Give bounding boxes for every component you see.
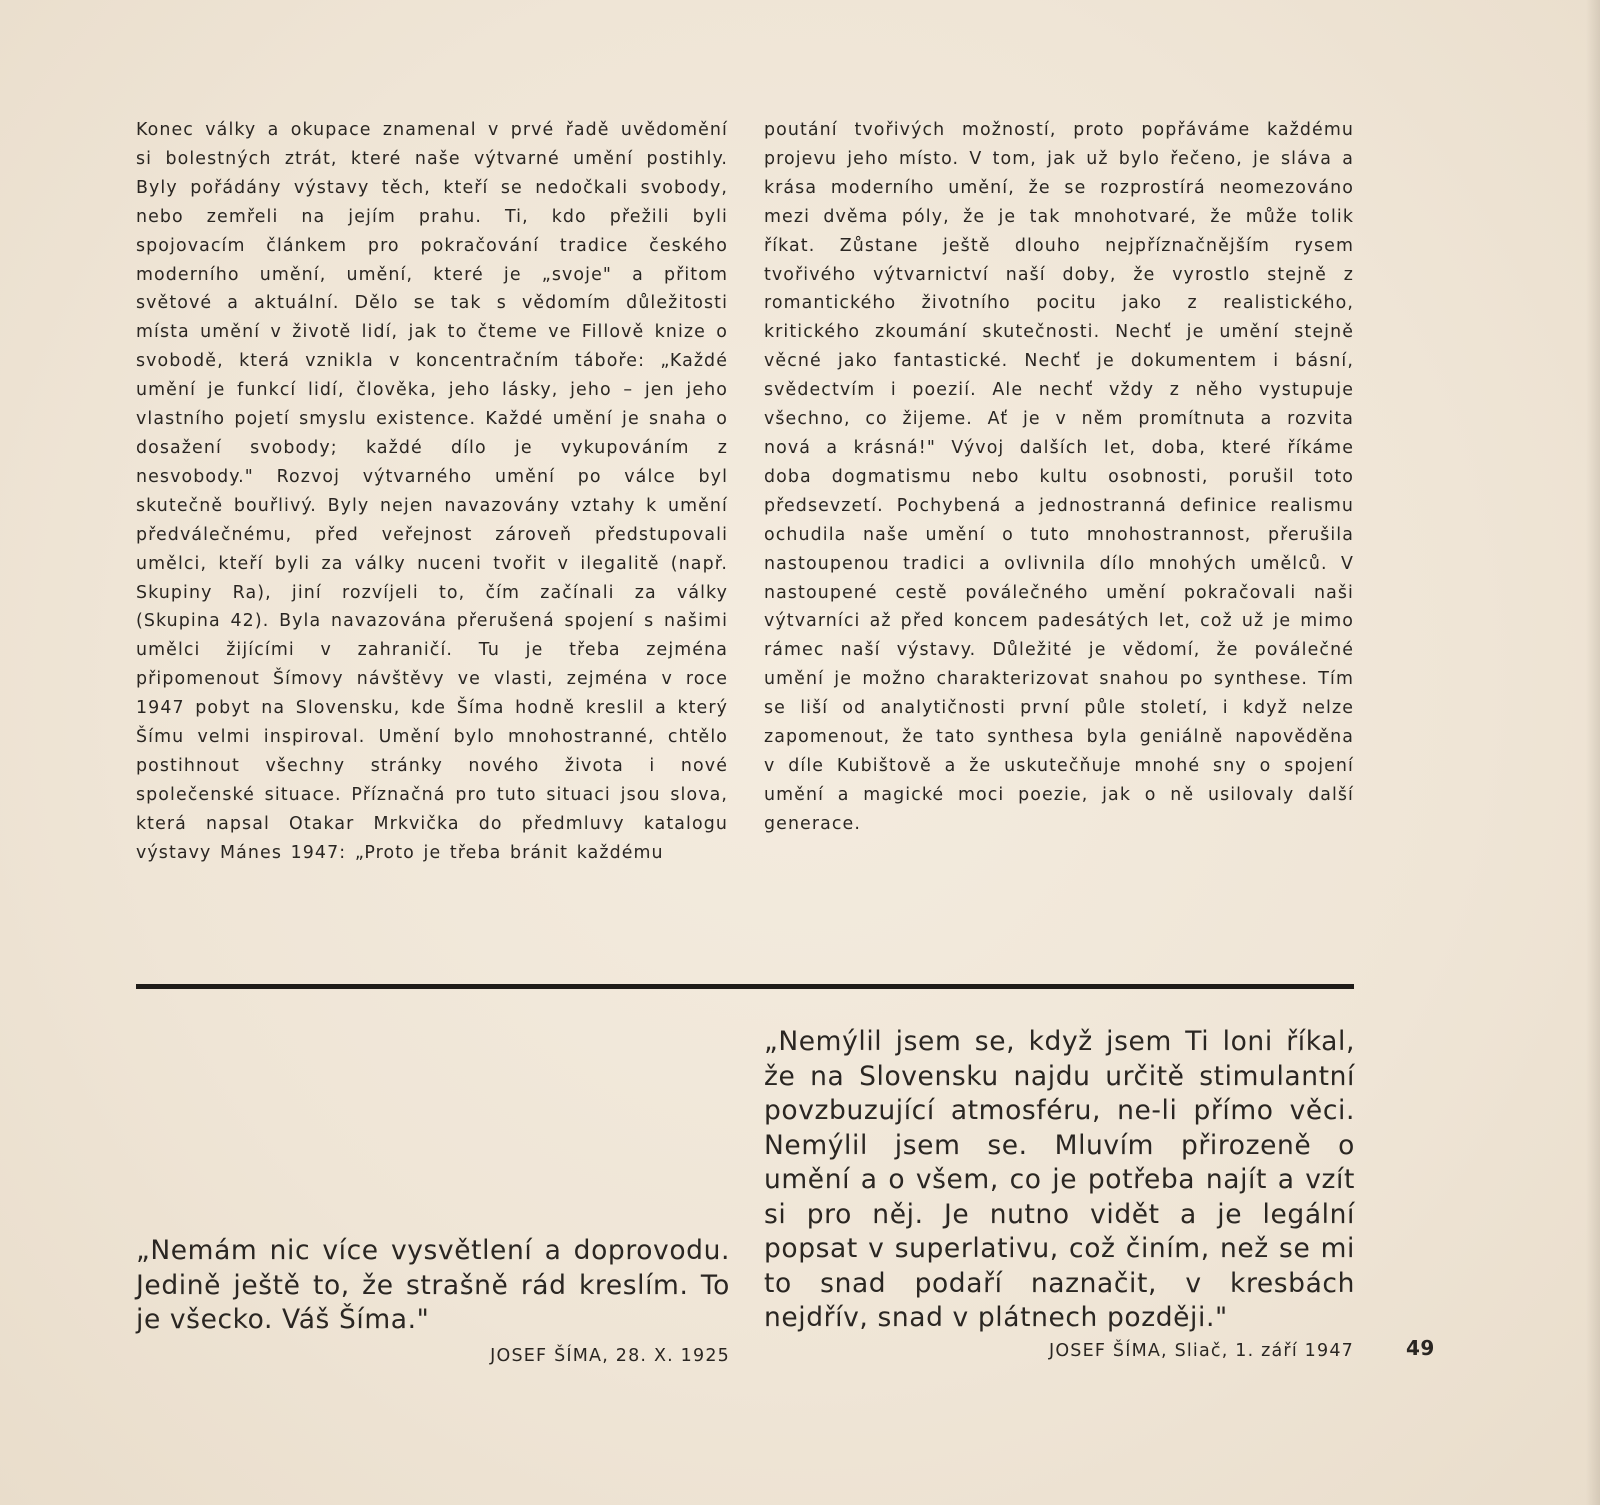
page-edge-shadow [1586, 0, 1600, 1505]
horizontal-divider [136, 984, 1354, 989]
quote-1947-signature: JOSEF ŠÍMA, Sliač, 1. září 1947 [1048, 1341, 1354, 1361]
page-number: 49 [1406, 1336, 1435, 1360]
quote-1947: „Nemýlil jsem se, když jsem Ti loni říkal, že na Slovensku najdu určitě stimulantní povzbuzující atmosféru, ne-li přímo věci. Nemýlil jsem se. Mluvím přirozeně o umění a o všem, co je potřeba najít a vzít si pro něj. Je nutno vidět a je legální popsat v superlativu, což činím, než se mi to snad podaří naznačit, v kresbách nejdřív, snad v plátnech později." [764, 1026, 1355, 1333]
quote-1925-signature: JOSEF ŠÍMA, 28. X. 1925 [490, 1346, 730, 1366]
body-text-right-column: poutání tvořivých možností, proto popřáváme každému projevu jeho místo. V tom, jak už bylo řečeno, je sláva a krása moderního umění, že se rozprostírá neomezováno mezi dvěma póly, že je tak mnohotvaré, že může tolik říkat. Zůstane ještě dlouho nejpříznačnějším rysem tvořivého výtvarnictví naší doby, že vyrostlo stejně z romantického životního pocitu jako z realistického, kritického zkoumání skutečnosti. Nechť je umění stejně věcné jako fantastické. Nechť je dokumentem i básní, svědectvím i poezií. Ale nechť vždy z něho vystupuje všechno, co žijeme. Ať je v něm promítnuta a rozvita nová a krásná!" Vývoj dalších let, doba, které říkáme doba dogmatismu nebo kultu osobnosti, porušil toto předsevzetí. Pochybená a jednostranná definice realismu ochudila naše umění o tuto mnohostrannost, přerušila nastoupenou tradici a ovlivnila dílo mnohých umělců. V nastoupené cestě poválečného umění pokračovali naši výtvarníci až před koncem padesátých let, což už je mimo rámec naší výstavy. Důležité je vědomí, že poválečné umění je možno charakterizovat snahou po synthese. Tím se liší od analytičnosti první půle století, i když nelze zapomenout, že tato synthesa byla geniálně napověděna v díle Kubištově a že uskutečňuje mnohé sny o spojení umění a magické moci poezie, jak o ně usilovaly další generace. [764, 120, 1354, 834]
body-text-left-column: Konec války a okupace znamenal v prvé řadě uvědomění si bolestných ztrát, které naše výtvarné umění postihly. Byly pořádány výstavy těch, kteří se nedočkali svobody, nebo zemřeli na jejím prahu. Ti, kdo přežili byli spojovacím článkem pro pokračování tradice českého moderního umění, umění, které je „svoje" a přitom světové a aktuální. Dělo se tak s vědomím důležitosti místa umění v životě lidí, jak to čteme ve Fillově knize o svobodě, která vznikla v koncentračním táboře: „Každé umění je funkcí lidí, člověka, jeho lásky, jeho – jen jeho vlastního pojetí smyslu existence. Každé umění je snaha o dosažení svobody; každé dílo je vykupováním z nesvobody." Rozvoj výtvarného umění po válce byl skutečně bouřlivý. Byly nejen navazovány vztahy k umění předválečnému, před veřejnost zároveň předstupovali umělci, kteří byli za války nuceni tvořit v ilegalitě (např. Skupiny Ra), jiní rozvíjeli to, čím začínali za války (Skupina 42). Byla navazována přerušená spojení s našimi umělci žijícími v zahraničí. Tu je třeba zejména připomenout Šímovy návštěvy ve vlasti, zejména v roce 1947 pobyt na Slovensku, kde Šíma hodně kreslil a který Šímu velmi inspiroval. Umění bylo mnohostranné, chtělo postihnout všechny stránky nového života i nové společenské situace. Příznačná pro tuto situaci jsou slova, která napsal Otakar Mrkvička do předmluvy katalogu výstavy Mánes 1947: „Proto je třeba bránit každému [136, 120, 728, 863]
quote-1925: „Nemám nic více vysvětlení a doprovodu. Jedině ještě to, že strašně rád kreslím. To je všecko. Váš Šíma." [136, 1235, 730, 1335]
